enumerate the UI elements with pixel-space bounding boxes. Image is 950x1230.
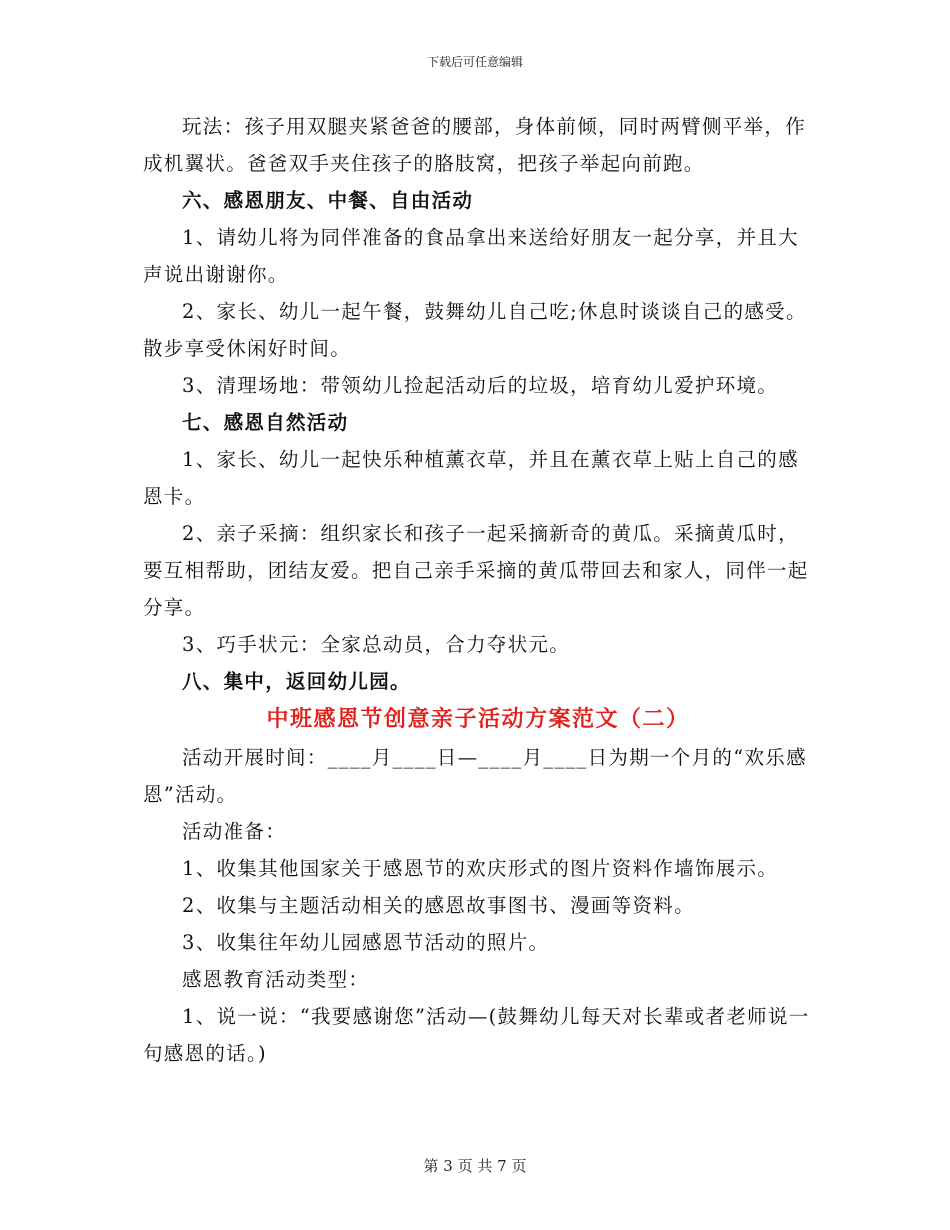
paragraph-preparation-2: 2、收集与主题活动相关的感恩故事图书、漫画等资料。 <box>182 894 695 917</box>
paragraph-6-2: 2、家长、幼儿一起午餐，鼓舞幼儿自己吃;休息时谈谈自己的感受。散步享受休闲好时间。 <box>143 300 807 360</box>
paragraph-activity-types-1: 1、说一说：“我要感谢您”活动—(鼓舞幼儿每天对长辈或者老师说一句感恩的话。) <box>143 1005 810 1065</box>
paragraph-6-3: 3、清理场地：带领幼儿捡起活动后的垃圾，培育幼儿爱护环境。 <box>182 374 779 397</box>
paragraph-7-1: 1、家长、幼儿一起快乐种植薰衣草，并且在薰衣草上贴上自己的感恩卡。 <box>143 448 799 508</box>
section-title: 中班感恩节创意亲子活动方案范文（二） <box>266 706 690 732</box>
paragraph-play-method: 玩法：孩子用双腿夹紧爸爸的腰部，身体前倾，同时两臂侧平举，作成机翼状。爸爸双手夹住孩子的胳肢窝，把孩子举起向前跑。 <box>143 115 807 175</box>
paragraph-preparation: 活动准备： <box>182 820 287 843</box>
paragraph-7-2: 2、亲子采摘：组织家长和孩子一起采摘新奇的黄瓜。采摘黄瓜时，要互相帮助，团结友爱。把自己亲手采摘的黄瓜带回去和家人，同伴一起分享。 <box>143 522 809 619</box>
paragraph-activity-time: 活动开展时间：____月____日—____月____日为期一个月的“欢乐感恩”活动。 <box>143 746 807 806</box>
heading-section-7: 七、感恩自然活动 <box>182 411 349 434</box>
paragraph-preparation-3: 3、收集往年幼儿园感恩节活动的照片。 <box>182 931 550 954</box>
paragraph-activity-types: 感恩教育活动类型： <box>182 968 370 991</box>
page-number: 第 3 页 共 7 页 <box>423 1157 527 1175</box>
header-note: 下载后可任意编辑 <box>426 55 523 69</box>
paragraph-6-1: 1、请幼儿将为同伴准备的食品拿出来送给好朋友一起分享，并且大声说出谢谢你。 <box>143 226 799 286</box>
heading-section-8: 八、集中，返回幼儿园。 <box>182 670 411 693</box>
heading-section-6: 六、感恩朋友、中餐、自由活动 <box>182 189 474 212</box>
document-body <box>143 108 813 1072</box>
paragraph-7-3: 3、巧手状元：全家总动员，合力夺状元。 <box>182 633 571 656</box>
paragraph-preparation-1: 1、收集其他国家关于感恩节的欢庆形式的图片资料作墙饰展示。 <box>182 857 779 880</box>
